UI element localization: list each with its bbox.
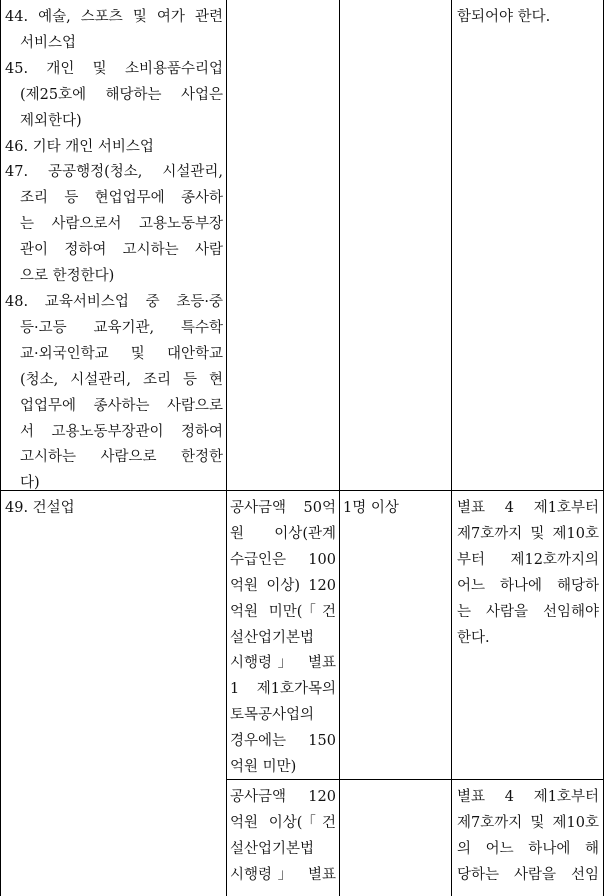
remark-line: 제7호까지 및 제10호 <box>457 814 599 831</box>
table-border-left <box>0 0 1 896</box>
construction-count-cell <box>343 496 447 522</box>
remark-line: 의 어느 하나에 해 <box>457 840 599 857</box>
table-divider-2 <box>339 0 340 896</box>
construction-scale-cell <box>230 496 336 781</box>
industry-line: 등·고등 교육기관, 특수학 <box>20 319 223 336</box>
scale-line: 공사금액 120 <box>230 789 336 805</box>
industry-line: 다) <box>20 475 40 492</box>
scale-line: 설산업기본법 <box>230 629 315 646</box>
industry-line: 46. 기타 개인 서비스업 <box>5 138 154 155</box>
table-divider-1 <box>226 0 227 896</box>
industry-line: (제25호에 해당하는 사업은 <box>20 86 223 103</box>
industry-line: 는 사람으로서 고용노동부장 <box>20 216 223 233</box>
industry-line: 48. 교육서비스업 중 초등·중 <box>5 293 223 310</box>
count-value: 1명 이상 <box>343 500 399 516</box>
upper-remark-cell <box>457 5 599 31</box>
industry-line: 으로 한정한다) <box>20 268 115 285</box>
industry-line: 업업무에 종사하는 사람으로 <box>20 397 223 414</box>
industry-line: 서비스업 <box>20 34 77 51</box>
table-divider-3 <box>451 0 452 896</box>
last-scale-cell <box>230 785 336 889</box>
industry-line: 45. 개인 및 소비용품수리업 <box>5 60 223 77</box>
scale-line: 경우에는 150 <box>230 733 336 750</box>
scale-line: 토목공사업의 <box>230 707 315 724</box>
scale-line: 억원 이상) 120 <box>230 577 336 594</box>
scale-line: 수급인은 100 <box>230 551 336 568</box>
scale-line: 1 제1호가목의 <box>230 681 336 698</box>
industry-line: 제외한다) <box>20 112 82 129</box>
remark-line: 어느 하나에 해당하 <box>457 577 599 594</box>
construction-remark-cell <box>457 496 599 651</box>
industry-line: 44. 예술, 스포츠 및 여가 관련 <box>5 9 223 25</box>
remark-line: 별표 4 제1호부터 <box>457 500 599 516</box>
construction-industry-label: 49. 건설업 <box>5 500 75 516</box>
scale-line: 원 이상(관계 <box>230 525 336 542</box>
remark-line: 는 사람을 선임해야 <box>457 603 599 620</box>
remark-line: 당하는 사람을 선임 <box>457 866 599 883</box>
industry-line: 관이 정하여 고시하는 사람 <box>20 242 223 259</box>
industry-line: 고시하는 사람으로 한정한 <box>20 449 223 466</box>
remark-line: 한다. <box>457 629 490 646</box>
industry-list-cell <box>5 5 223 497</box>
scale-line: 억원 이상(「건 <box>230 814 336 831</box>
industry-line: 조리 등 현업업무에 종사하 <box>20 190 223 207</box>
scale-line: 설산업기본법 <box>230 840 315 857</box>
remark-line: 제7호까지 및 제10호 <box>457 525 599 542</box>
remark-line: 함되어야 한다. <box>457 9 551 25</box>
industry-line: 서 고용노동부장관이 정하여 <box>20 423 223 440</box>
scale-line: 시행령」 별표 <box>230 866 336 883</box>
last-remark-cell <box>457 785 599 889</box>
scale-line: 억원 미만(「건 <box>230 603 336 620</box>
industry-line: 교·외국인학교 및 대안학교 <box>20 345 223 362</box>
industry-line: 47. 공공행정(청소, 시설관리, <box>5 164 223 181</box>
construction-industry-cell <box>5 496 223 522</box>
scale-line: 억원 미만) <box>230 759 297 776</box>
industry-line: (청소, 시설관리, 조리 등 현 <box>20 371 223 388</box>
scale-line: 시행령」 별표 <box>230 655 336 672</box>
remark-line: 별표 4 제1호부터 <box>457 789 599 805</box>
remark-line: 부터 제12호까지의 <box>457 551 599 568</box>
scale-line: 공사금액 50억 <box>230 500 336 516</box>
